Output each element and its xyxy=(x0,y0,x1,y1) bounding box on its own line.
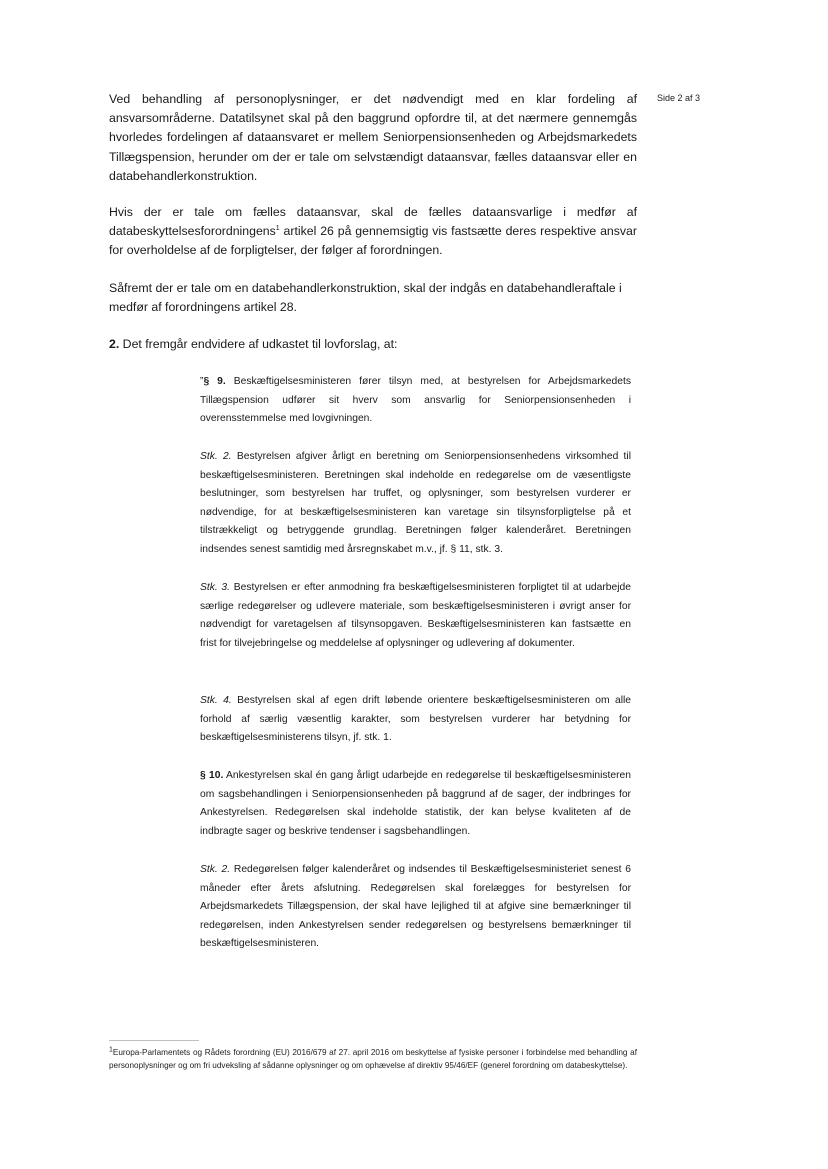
footnote-marker: 1 xyxy=(109,1046,113,1054)
quote-text: Bestyrelsen er efter anmodning fra beskæftigelsesministeren forpligtet til at udarbejde særlige redegørelser og udlevere materiale, som beskæftigelsesministeren i øvrigt anser for nødvendigt for varetagelsen af tilsynsopgaven. Beskæftigelsesministeren kan fastsætte en frist for tilvejebringelse og meddelelse af oplysninger og udlevering af dokumenter. xyxy=(200,582,631,649)
paragraph-joint-controllers xyxy=(109,203,637,261)
quote-section-9-stk-3 xyxy=(200,579,631,653)
quote-section-10-stk-2 xyxy=(200,861,631,954)
section-heading: § 10. xyxy=(200,770,224,781)
quote-text: Bestyrelsen skal af egen drift løbende orientere beskæftigelsesministeren om alle forhold af særlig væsentlig karakter, som bestyrelsen vurderer har betydning for beskæftigelsesministerens tilsyn, jf. stk. 1. xyxy=(200,695,631,744)
quote-section-9-stk-2 xyxy=(200,448,631,560)
paragraph-responsibility xyxy=(109,90,637,186)
subsection-label: Stk. 4. xyxy=(200,695,232,706)
quote-text: Redegørelsen følger kalenderåret og indsendes til Beskæftigelsesministeriet senest 6 måneder efter årets afslutning. Redegørelsen skal forelægges for bestyrelsen for Arbejdsmarkedets Tillægspension, der skal have lejlighed til at afgive sine bemærkninger til redegørelsen, inden Ankestyrelsen sender redegørelsen og bestyrelsens bemærkninger til beskæftigelsesministeren. xyxy=(200,864,632,950)
quote-text: Beskæftigelsesministeren fører tilsyn med, at bestyrelsen for Arbejdsmarkedets Tillægspension udfører sit hverv som ansvarlig for Seniorpensionsenheden i overensstemmelse med lovgivningen. xyxy=(200,376,631,425)
quote-section-9 xyxy=(200,373,631,429)
quote-section-10 xyxy=(200,767,631,841)
paragraph-processor xyxy=(109,279,637,317)
paragraph-text: Hvis der er tale om fælles dataansvar, skal de fælles dataansvarlige i medfør af databeskyttelsesforordningens xyxy=(109,205,637,239)
subsection-label: Stk. 2. xyxy=(200,864,231,875)
paragraph-text: Såfremt der er tale om en databehandlerkonstruktion, skal der indgås en databehandleraftale i medfør af forordningens artikel 28. xyxy=(109,281,622,315)
paragraph-text: Ved behandling af personoplysninger, er det nødvendigt med en klar fordeling af ansvarsområderne. Datatilsynet skal på den baggrund opfordre til, at det nærmere gennemgås hvorledes fordelingen af dataansvaret er mellem Seniorpensionsenheden og Arbejdsmarkedets Tillægspension, herunder om der er tale om selvstændigt dataansvar, fælles dataansvar eller en databehandlerkonstruktion. xyxy=(109,92,637,183)
page-number: Side 2 af 3 xyxy=(657,93,701,103)
footnote xyxy=(109,1047,637,1072)
section-number: 2. xyxy=(109,337,120,351)
subsection-label: Stk. 3. xyxy=(200,582,231,593)
footnote-reference[interactable]: 1 xyxy=(275,225,280,233)
paragraph-text: Det fremgår endvidere af udkastet til lovforslag, at: xyxy=(119,337,398,351)
paragraph-text: artikel 26 på gennemsigtig vis fastsætte deres respektive ansvar for overholdelse af de forpligtelser, der følger af forordningen. xyxy=(109,224,637,258)
subsection-label: Stk. 2. xyxy=(200,451,232,462)
quote-text: Ankestyrelsen skal én gang årligt udarbejde en redegørelse til beskæftigelsesministeren om sagsbehandlingen i Seniorpensionsenheden på baggrund af de sager, der indbringes for Ankestyrelsen. Redegørelsen skal indeholde statistik, der kan belyse kvaliteten af de indbragte sager og beskrive tendenser i sagsbehandlingen. xyxy=(200,770,632,837)
quote-text: Bestyrelsen afgiver årligt en beretning om Seniorpensionsenhedens virksomhed til beskæftigelsesministeren. Beretningen skal indeholde en redegørelse om de væsentligste beslutninger, som bestyrelsen har truffet, og oplysninger, som bestyrelsen vurderer er nødvendige, for at beskæftigelsesministeren kan varetage sin tilsynsforpligtelse på et tilstrækkeligt og betryggende grundlag. Beretningen følger kalenderåret. Beretningen indsendes senest samtidig med årsregnskabet m.v., jf. § 11, stk. 3. xyxy=(200,451,631,555)
footnote-divider xyxy=(109,1040,199,1041)
section-heading: § 9. xyxy=(203,376,226,387)
quote-section-9-stk-4 xyxy=(200,692,631,748)
footnote-text: Europa-Parlamentets og Rådets forordning (EU) 2016/679 af 27. april 2016 om beskyttelse af fysiske personer i forbindelse med behandling af personoplysninger og om fri udveksling af sådanne oplysninger og om ophævelse af direktiv 95/46/EF (generel forordning om databeskyttelse). xyxy=(109,1048,637,1070)
quote-mark: ” xyxy=(200,376,204,387)
paragraph-section-2 xyxy=(109,335,637,354)
